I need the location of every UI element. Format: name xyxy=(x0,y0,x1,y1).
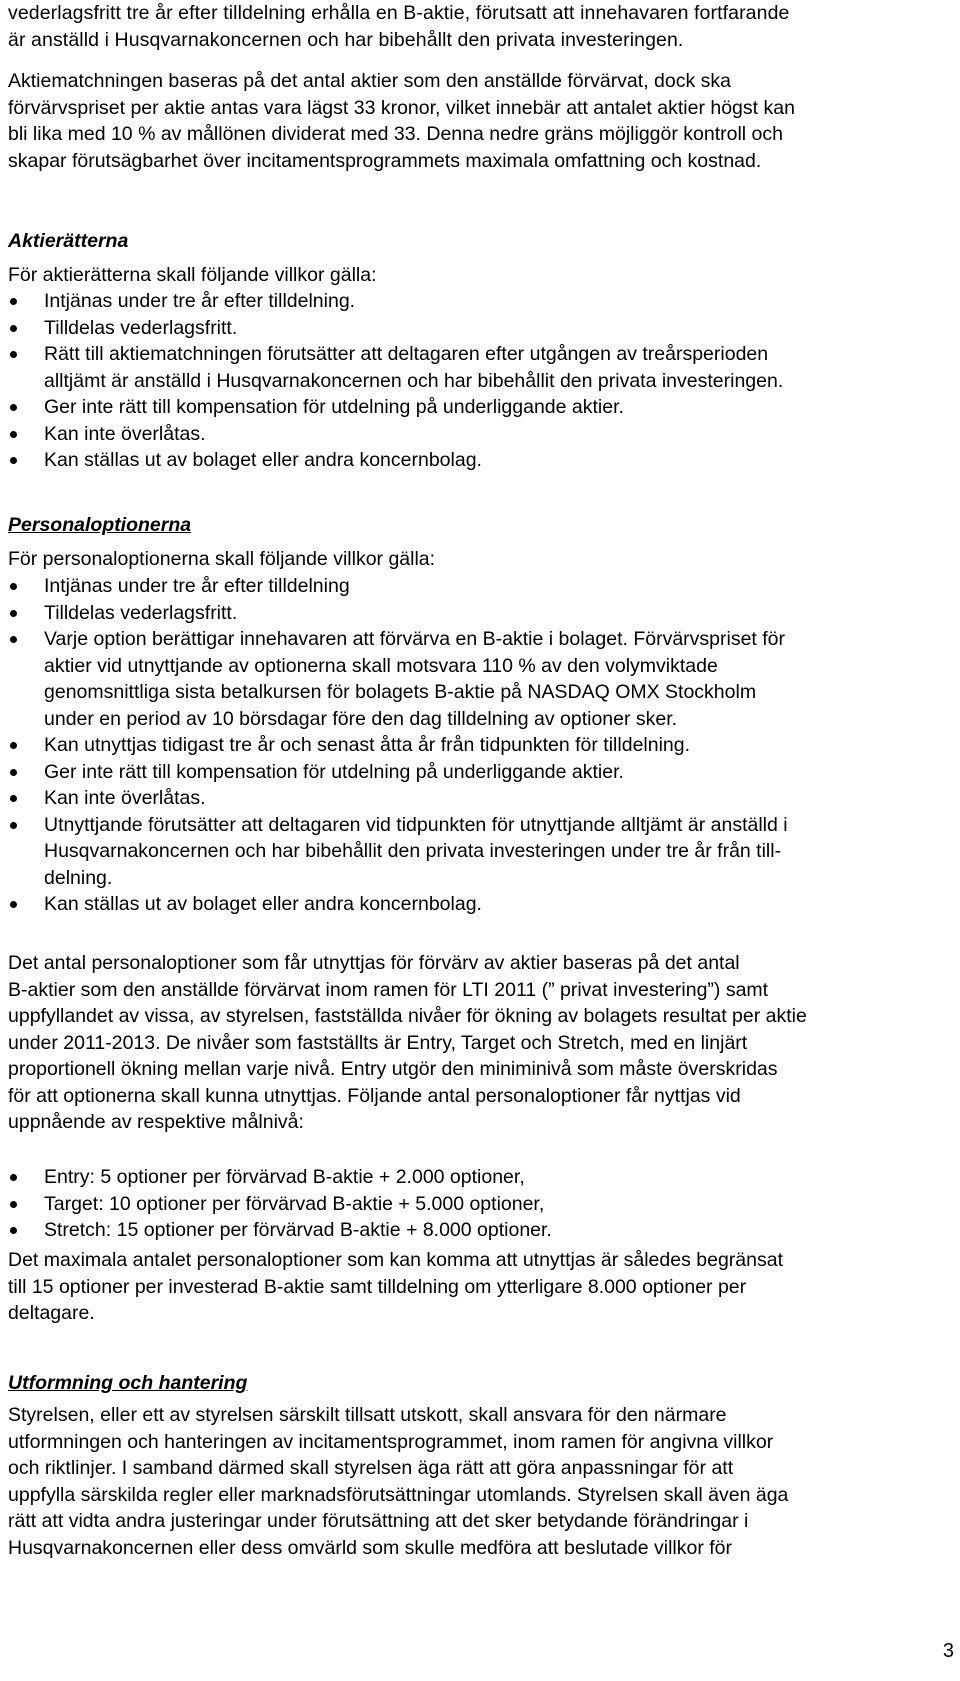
list-item: Tilldelas vederlagsfritt. xyxy=(8,315,783,342)
text-line: är anställd i Husqvarnakoncernen och har bibehållt den privata investeringen. xyxy=(8,28,684,51)
text-line: rätt att vidta andra justeringar under förutsättning att det sker betydande förändringar i xyxy=(8,1510,749,1532)
intro-paragraph-1 xyxy=(8,0,789,53)
section-heading-utformning: Utformning och hantering xyxy=(8,1372,248,1394)
list-item: Target: 10 optioner per förvärvad B-aktie + 5.000 optioner, xyxy=(8,1191,552,1218)
list-item: Kan inte överlåtas. xyxy=(8,785,788,812)
text-line: förvärvspriset per aktie antas vara lägst 33 kronor, vilket innebär att antalet aktier högst kan xyxy=(8,96,795,119)
list-item: Stretch: 15 optioner per förvärvad B-aktie + 8.000 optioner. xyxy=(8,1217,552,1244)
personaloptionerna-lead: För personaloptionerna skall följande villkor gälla: xyxy=(8,548,436,570)
list-item: Entry: 5 optioner per förvärvad B-aktie + 2.000 optioner, xyxy=(8,1164,552,1191)
text-line: Styrelsen, eller ett av styrelsen särskilt tillsatt utskott, skall ansvara för den närmare xyxy=(8,1404,727,1426)
text-line: Aktiematchningen baseras på det antal aktier som den anställde förvärvat, dock ska xyxy=(8,70,731,92)
text-line: skapar förutsägbarhet över incitamentsprogrammets maximala omfattning och kostnad. xyxy=(8,149,762,172)
text-line: för att optionerna skall kunna utnyttjas. Följande antal personaloptioner får nyttjas vid xyxy=(8,1084,741,1107)
page-number: 3 xyxy=(942,1640,954,1662)
list-item: Kan inte överlåtas. xyxy=(8,421,783,448)
text-line: proportionell ökning mellan varje nivå. Entry utgör den miniminivå som måste överskridas xyxy=(8,1058,778,1080)
personaloptionerna-paragraph-2 xyxy=(8,1247,783,1327)
list-item: Intjänas under tre år efter tilldelning xyxy=(8,573,788,600)
text-line: uppfyllandet av vissa, av styrelsen, fastställda nivåer för ökning av bolagets resultat per aktie xyxy=(8,1005,807,1027)
list-item: Ger inte rätt till kompensation för utdelning på underliggande aktier. xyxy=(8,759,788,786)
list-item: Tilldelas vederlagsfritt. xyxy=(8,600,788,627)
target-levels-list xyxy=(8,1164,552,1244)
list-item: Kan ställas ut av bolaget eller andra koncernbolag. xyxy=(8,891,788,918)
list-item: Kan ställas ut av bolaget eller andra koncernbolag. xyxy=(8,447,783,474)
list-item: Utnyttjande förutsätter att deltagaren vid tidpunkten för utnyttjande alltjämt är anställd i Husqvarnakoncernen och har bibehållit den privata investeringen under tre år från till- delning. xyxy=(8,812,788,892)
list-item: Kan utnyttjas tidigast tre år och senast åtta år från tidpunkten för tilldelning. xyxy=(8,732,788,759)
text-line: utformningen och hanteringen av incitamentsprogrammet, inom ramen för angivna villkor xyxy=(8,1430,774,1453)
text-line: uppnående av respektive målnivå: xyxy=(8,1111,304,1133)
list-item: Ger inte rätt till kompensation för utdelning på underliggande aktier. xyxy=(8,394,783,421)
text-line: till 15 optioner per investerad B-aktie samt tilldelning om ytterligare 8.000 optioner per xyxy=(8,1275,747,1298)
text-line: uppfylla särskilda regler eller marknadsförutsättningar utomlands. Styrelsen skall även äga xyxy=(8,1483,789,1506)
list-item: Varje option berättigar innehavaren att förvärva en B-aktie i bolaget. Förvärvspriset för aktier vid utnyttjande av optionerna skall motsvara 110 % av den volymviktade genomsnittliga sista betalkursen för bolagets B-aktie på NASDAQ OMX Stockholm under en period av 10 börsdagar före den dag tilldelning av optioner sker. xyxy=(8,626,788,732)
text-line: och riktlinjer. I samband därmed skall styrelsen äga rätt att göra anpassningar för att xyxy=(8,1457,734,1479)
intro-paragraph-2 xyxy=(8,68,795,174)
text-line: deltagare. xyxy=(8,1302,95,1324)
section-heading-aktieratterna: Aktierätterna xyxy=(8,230,129,252)
text-line: vederlagsfritt tre år efter tilldelning erhålla en B-aktie, förutsatt att innehavaren fortfarande xyxy=(8,2,790,24)
text-line: Husqvarnakoncernen eller dess omvärld som skulle medföra att beslutade villkor för xyxy=(8,1536,733,1559)
text-line: Det maximala antalet personaloptioner som kan komma att utnyttjas är således begränsat xyxy=(8,1249,783,1271)
aktieratterna-list xyxy=(8,288,783,474)
personaloptionerna-list xyxy=(8,573,788,918)
utformning-paragraph xyxy=(8,1402,788,1561)
aktieratterna-lead: För aktierätterna skall följande villkor gälla: xyxy=(8,264,377,286)
text-line: under 2011-2013. De nivåer som fastställts är Entry, Target och Stretch, med en linjärt xyxy=(8,1031,748,1054)
text-line: Det antal personaloptioner som får utnyttjas för förvärv av aktier baseras på det antal xyxy=(8,952,740,974)
list-item: Intjänas under tre år efter tilldelning. xyxy=(8,288,783,315)
personaloptionerna-paragraph-1 xyxy=(8,950,807,1136)
text-line: B-aktier som den anställde förvärvat inom ramen för LTI 2011 (” privat investering”) samt xyxy=(8,978,769,1001)
list-item: Rätt till aktiematchningen förutsätter att deltagaren efter utgången av treårsperioden alltjämt är anställd i Husqvarnakoncernen och har bibehållit den privata investeringen. xyxy=(8,341,783,394)
section-heading-personaloptionerna: Personaloptionerna xyxy=(8,514,192,536)
text-line: bli lika med 10 % av mållönen dividerat med 33. Denna nedre gräns möjliggör kontroll och xyxy=(8,123,784,145)
